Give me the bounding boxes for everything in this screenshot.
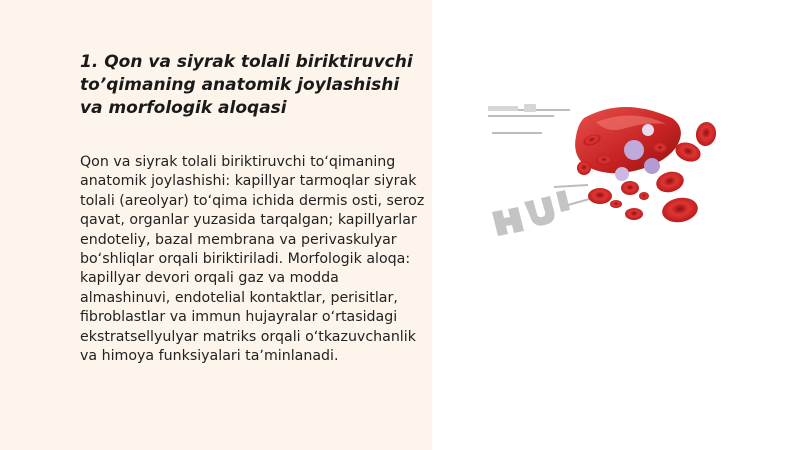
blood-cells-illustration-icon	[484, 92, 724, 242]
slide-title: 1. Qon va siyrak tolali biriktiruvchi to’qimaning anatomik joylashishi va morfologik aloqasi	[80, 52, 413, 118]
slide-body-text: Qon va siyrak tolali biriktiruvchi toʻqimaning anatomik joylashishi: kapillyar tarmoqlar siyrak tolali (areolyar) toʻqima ichida dermis osti, seroz qavat, organlar yuzasida tarqalgan; kapillyarlar endoteliy, bazal membrana va perivaskulyar boʻshliqlar orqali biriktiriladi. Morfologik aloqa: kapillyar devori orqali gaz va modda almashinuvi, endotelial kontaktlar, perisitlar, fibroblastlar va immun hujayralar oʻrtasidagi ekstratsellyulyar matriks orqali oʻtkazuvchanlik va himoya funksiyalari taʼminlanadi.	[80, 154, 425, 365]
